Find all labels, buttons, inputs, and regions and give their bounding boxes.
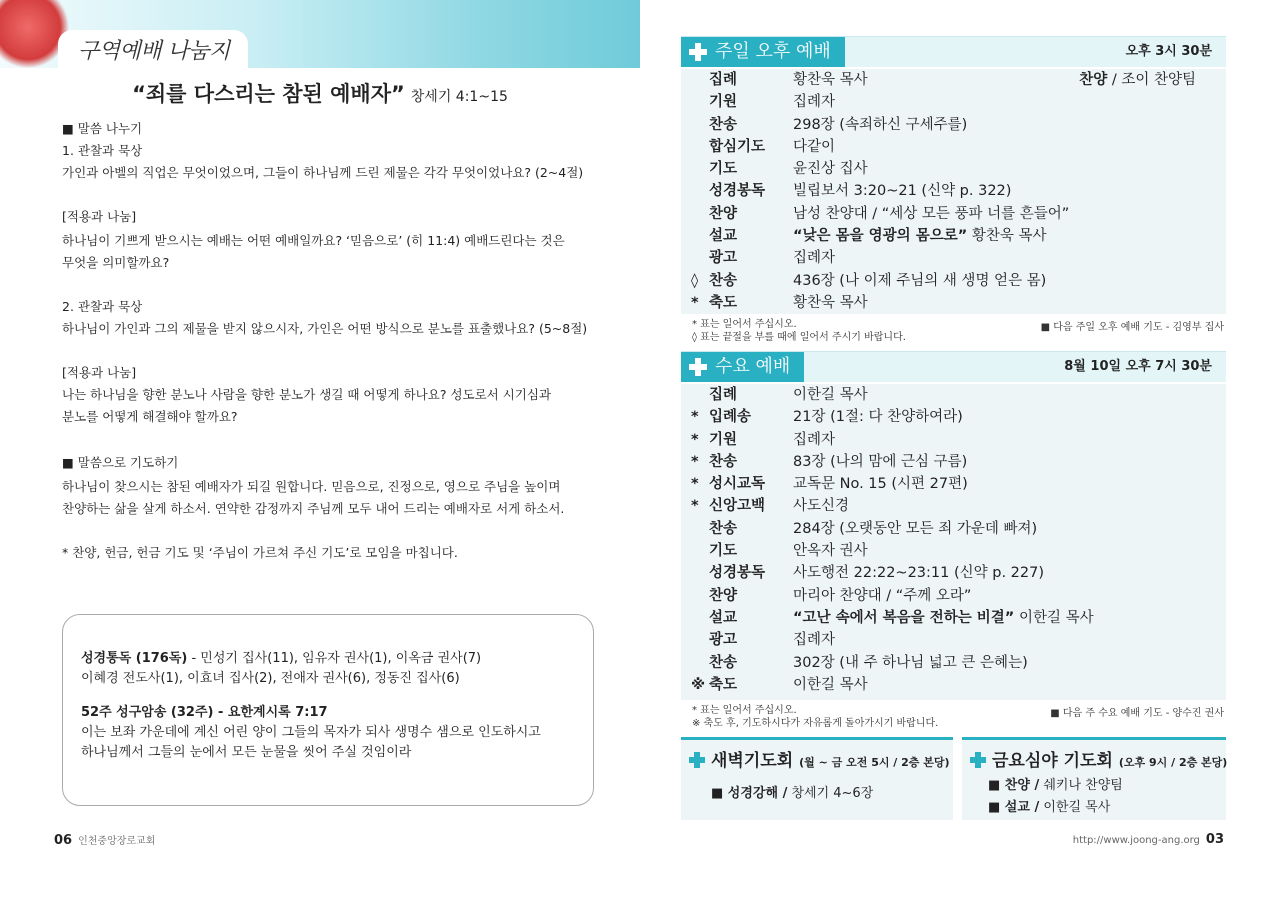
row-value — [793, 69, 868, 91]
row-marker: * — [691, 409, 699, 426]
section-heading: ■ 말씀 나누기 — [62, 121, 143, 136]
banner-title: 구역예배 나눔지 — [78, 39, 230, 64]
service-row — [681, 158, 1226, 180]
friday-line-1-label: ■ 찬양 / — [988, 778, 1040, 793]
friday-schedule: (오후 9시 / 2층 본당) — [1118, 756, 1228, 769]
row-marker: ※ — [691, 676, 706, 693]
row-value — [793, 247, 835, 269]
section-heading: ■ 말씀으로 기도하기 — [62, 455, 179, 470]
row-value — [793, 429, 835, 451]
section-heading: [적용과 나눔] — [62, 365, 137, 380]
row-value-text: 298장 (속죄하신 구세주를) — [793, 116, 968, 133]
row-value — [793, 158, 868, 180]
cross-icon — [689, 43, 707, 61]
sermon-heading — [0, 78, 640, 108]
memory-verse-line-2: 하나님께서 그들의 눈에서 모든 눈물을 씻어 주실 것임이라 — [81, 745, 412, 760]
row-value — [793, 540, 868, 562]
wednesday-label-box — [681, 352, 804, 382]
row-value — [793, 406, 963, 428]
wednesday-note-2: ※ 축도 후, 기도하시다가 자유롭게 돌아가시기 바랍니다. — [692, 718, 939, 729]
cross-icon — [689, 358, 707, 376]
row-value-text: 윤진상 집사 — [793, 161, 868, 178]
service-row — [681, 473, 1226, 495]
row-label: 설교 — [709, 228, 738, 245]
row-label: 기원 — [709, 94, 738, 111]
row-label: 성시교독 — [709, 476, 766, 493]
service-row — [681, 203, 1226, 225]
dawn-line-label: ■ 성경강해 / — [711, 786, 788, 801]
wednesday-notes — [692, 704, 938, 730]
reading-line-1 — [81, 649, 541, 669]
memory-verse-heading: 52주 성구암송 (32주) - 요한계시록 7:17 — [81, 705, 328, 720]
row-label: 합심기도 — [709, 138, 766, 155]
row-value — [793, 585, 971, 607]
section-heading: [적용과 나눔] — [62, 209, 137, 224]
row-label: 설교 — [709, 609, 738, 626]
row-label: 찬송 — [709, 520, 738, 537]
row-value — [793, 674, 868, 696]
wednesday-label: 수요 예배 — [715, 356, 791, 377]
row-value — [793, 270, 1046, 292]
service-row — [681, 607, 1226, 629]
service-row — [681, 429, 1226, 451]
row-label: 성경봉독 — [709, 565, 766, 582]
row-value-text: 436장 (나 이제 주님의 새 생명 얻은 몸) — [793, 272, 1047, 289]
dawn-line — [711, 782, 873, 801]
row-marker: * — [691, 476, 699, 493]
service-row — [681, 136, 1226, 158]
text-line: 하나님이 찾으시는 참된 예배자가 되길 원합니다. 믿음으로, 진정으로, 영으로 주님을 높이며 — [62, 479, 561, 494]
row-value-text: 다같이 — [793, 138, 836, 155]
sermon-reference: 창세기 4:1~15 — [410, 89, 508, 105]
text-line: * 찬양, 헌금, 헌금 기도 및 ‘주님이 가르쳐 주신 기도’로 모임을 마칩니다. — [62, 545, 458, 560]
row-label: 기도 — [709, 543, 738, 560]
friday-prayer-title — [970, 746, 1227, 771]
row-value — [793, 203, 1069, 225]
row-value — [793, 384, 868, 406]
service-row — [681, 406, 1226, 428]
sunday-next-prayer: ■ 다음 주일 오후 예배 기도 - 김영부 집사 — [1040, 322, 1224, 333]
row-value — [793, 451, 967, 473]
wednesday-next-prayer: ■ 다음 주 수요 예배 기도 - 양수진 권사 — [1050, 708, 1224, 719]
row-marker: * — [691, 294, 699, 311]
service-row — [681, 674, 1226, 696]
banner-tab — [58, 30, 248, 68]
dawn-prayer-box — [681, 737, 953, 820]
service-row — [681, 292, 1226, 314]
row-value-text: 황찬욱 목사 — [793, 294, 868, 311]
service-row — [681, 495, 1226, 517]
row-label: 신앙고백 — [709, 498, 766, 515]
row-label: 집례 — [709, 387, 738, 403]
row-marker: * — [691, 453, 699, 470]
memory-verse-line-1: 이는 보좌 가운데에 계신 어린 양이 그들의 목자가 되사 생명수 샘으로 인도하시고 — [81, 725, 541, 740]
sunday-note-2: ◊ 표는 끝절을 부를 때에 일어서 주시기 바랍니다. — [692, 332, 906, 343]
dawn-schedule: (월 ~ 금 오전 5시 / 2층 본당) — [799, 756, 950, 769]
row-label: 축도 — [709, 294, 738, 311]
row-marker: * — [691, 431, 699, 448]
sermon-title: “낮은 몸을 영광의 몸으로” — [793, 228, 968, 245]
row-label: 찬송 — [709, 453, 738, 470]
cross-icon — [970, 752, 986, 768]
text-line: 나는 하나님을 향한 분노나 사람을 향한 분노가 생길 때 어떻게 하나요? 성도로서 시기심과 — [62, 387, 552, 402]
website-url: http://www.joong-ang.org — [1072, 835, 1200, 846]
row-label: 광고 — [709, 250, 738, 267]
sunday-note-1: * 표는 일어서 주십시오. — [692, 319, 797, 330]
row-value — [793, 225, 1047, 247]
service-row — [681, 652, 1226, 674]
text-line: 찬양하는 삶을 살게 하소서. 연약한 감정까지 주님께 모두 내어 드리는 예배자로 서게 하소서. — [62, 501, 565, 516]
text-line: 하나님이 기쁘게 받으시는 예배는 어떤 예배일까요? ‘믿음으로’ (히 11:4) 예배드린다는 것은 — [62, 233, 565, 248]
row-label: 광고 — [709, 632, 738, 649]
wednesday-note-1: * 표는 일어서 주십시오. — [692, 705, 797, 716]
row-value-text: 21장 (1절: 다 찬양하여라) — [793, 409, 963, 426]
service-row — [681, 518, 1226, 540]
row-value-text: 교독문 No. 15 (시편 27편) — [793, 476, 968, 493]
service-row — [681, 180, 1226, 202]
sermon-title: “죄를 다스리는 참된 예배자” — [132, 82, 405, 106]
header-banner — [0, 0, 640, 68]
right-page-number: 03 — [1205, 832, 1224, 847]
service-row — [681, 225, 1226, 247]
row-value-text: 302장 (내 주 하나님 넓고 큰 은혜는) — [793, 654, 1028, 671]
row-value — [793, 180, 1011, 202]
row-value-text: 이한길 목사 — [793, 676, 868, 693]
row-value-text: 황찬욱 목사 — [967, 228, 1047, 245]
row-value — [793, 114, 967, 136]
row-value-text: 집례자 — [793, 250, 836, 267]
dawn-title-text: 새벽기도회 — [711, 751, 794, 771]
right-footer — [1073, 832, 1224, 847]
wednesday-order — [681, 384, 1226, 700]
friday-line-1 — [988, 774, 1123, 793]
service-row — [681, 270, 1226, 292]
row-value-text: 이한길 목사 — [1014, 609, 1094, 626]
row-value-text: 집례자 — [793, 431, 836, 448]
sunday-header — [681, 36, 1226, 67]
reading-box — [62, 614, 594, 806]
service-row — [681, 114, 1226, 136]
friday-line-1-text: 쉐키나 찬양팀 — [1039, 778, 1123, 793]
service-row — [681, 629, 1226, 651]
service-row — [681, 247, 1226, 269]
row-value-text: 빌립보서 3:20~21 (신약 p. 322) — [793, 183, 1012, 200]
row-value — [793, 652, 1028, 674]
row-value — [793, 292, 868, 314]
service-row — [681, 451, 1226, 473]
row-value — [793, 473, 968, 495]
row-value-text: 집례자 — [793, 632, 836, 649]
sermon-title: “고난 속에서 복음을 전하는 비결” — [793, 609, 1015, 626]
section-heading: 2. 관찰과 묵상 — [62, 299, 143, 314]
row-value-text: 83장 (나의 맘에 근심 구름) — [793, 453, 968, 470]
row-label: 찬양 — [709, 205, 738, 222]
sunday-label: 주일 오후 예배 — [715, 41, 831, 62]
sunday-notes — [692, 318, 906, 344]
row-value — [793, 518, 1037, 540]
text-line: 가인과 아벨의 직업은 무엇이었으며, 그들이 하나님께 드린 제물은 각각 무엇이었나요? (2~4절) — [62, 165, 584, 180]
praise-team: / 조이 찬양팀 — [1107, 72, 1196, 88]
row-label: 찬송 — [709, 272, 738, 289]
row-value-text: 남성 찬양대 / “세상 모든 풍파 너를 흔들어” — [793, 205, 1070, 222]
sunday-praise — [1079, 69, 1196, 91]
reading-names: - 민성기 집사(11), 임유자 권사(1), 이옥금 권사(7) — [187, 651, 482, 666]
reading-heading: 성경통독 (176독) — [81, 651, 188, 666]
row-marker: * — [691, 498, 699, 515]
left-page-number: 06 — [54, 833, 73, 848]
row-marker: ◊ — [691, 272, 699, 289]
church-name: 인천중앙장로교회 — [78, 836, 156, 847]
text-line: 무엇을 의미할까요? — [62, 255, 170, 270]
row-label: 찬송 — [709, 654, 738, 671]
row-label: 찬양 — [709, 587, 738, 604]
row-value-text: 안옥자 권사 — [793, 543, 868, 560]
service-row — [681, 540, 1226, 562]
row-value-text: 284장 (오랫동안 모든 죄 가운데 빠져) — [793, 520, 1038, 537]
row-value-text: 황찬욱 목사 — [793, 72, 868, 88]
cross-icon — [689, 752, 705, 768]
row-label: 축도 — [709, 676, 738, 693]
service-row — [681, 69, 1226, 91]
row-value-text: 사도행전 22:22~23:11 (신약 p. 227) — [793, 565, 1045, 582]
friday-line-2-label: ■ 설교 / — [988, 800, 1040, 815]
row-value — [793, 136, 835, 158]
row-label: 집례 — [709, 72, 738, 88]
row-value — [793, 607, 1094, 629]
row-value-text: 사도신경 — [793, 498, 850, 515]
service-row — [681, 562, 1226, 584]
row-value — [793, 629, 835, 651]
row-label: 입례송 — [709, 409, 752, 426]
friday-prayer-box — [962, 737, 1226, 820]
row-value — [793, 91, 835, 113]
row-label: 찬송 — [709, 116, 738, 133]
friday-line-2-text: 이한길 목사 — [1039, 800, 1111, 815]
service-row — [681, 91, 1226, 113]
sunday-label-box — [681, 37, 845, 67]
service-row — [681, 384, 1226, 406]
row-value — [793, 495, 849, 517]
row-value-text: 이한길 목사 — [793, 387, 868, 403]
row-label: 성경봉독 — [709, 183, 766, 200]
section-heading: 1. 관찰과 묵상 — [62, 143, 143, 158]
reading-line-2: 이혜경 전도사(1), 이효녀 집사(2), 전애자 권사(6), 정동진 집사(6) — [81, 671, 460, 686]
wednesday-header — [681, 351, 1226, 382]
dawn-line-text: 창세기 4~6장 — [787, 786, 874, 801]
row-label: 기도 — [709, 161, 738, 178]
row-value-text: 집례자 — [793, 94, 836, 111]
dawn-prayer-title — [689, 746, 950, 771]
text-line: 분노를 어떻게 해결해야 할까요? — [62, 409, 238, 424]
sunday-order — [681, 69, 1226, 314]
text-line: 하나님이 가인과 그의 제물을 받지 않으시자, 가인은 어떤 방식으로 분노를 표출했나요? (5~8절) — [62, 321, 588, 336]
left-footer — [54, 832, 155, 848]
friday-title-text: 금요심야 기도회 — [992, 751, 1113, 771]
sunday-time: 오후 3시 30분 — [1125, 44, 1212, 59]
friday-line-2 — [988, 796, 1110, 815]
row-value — [793, 562, 1044, 584]
row-label: 기원 — [709, 431, 738, 448]
praise-label: 찬양 — [1079, 72, 1108, 88]
wednesday-time: 8월 10일 오후 7시 30분 — [1064, 359, 1212, 374]
service-row — [681, 585, 1226, 607]
row-value-text: 마리아 찬양대 / “주께 오라” — [793, 587, 972, 604]
